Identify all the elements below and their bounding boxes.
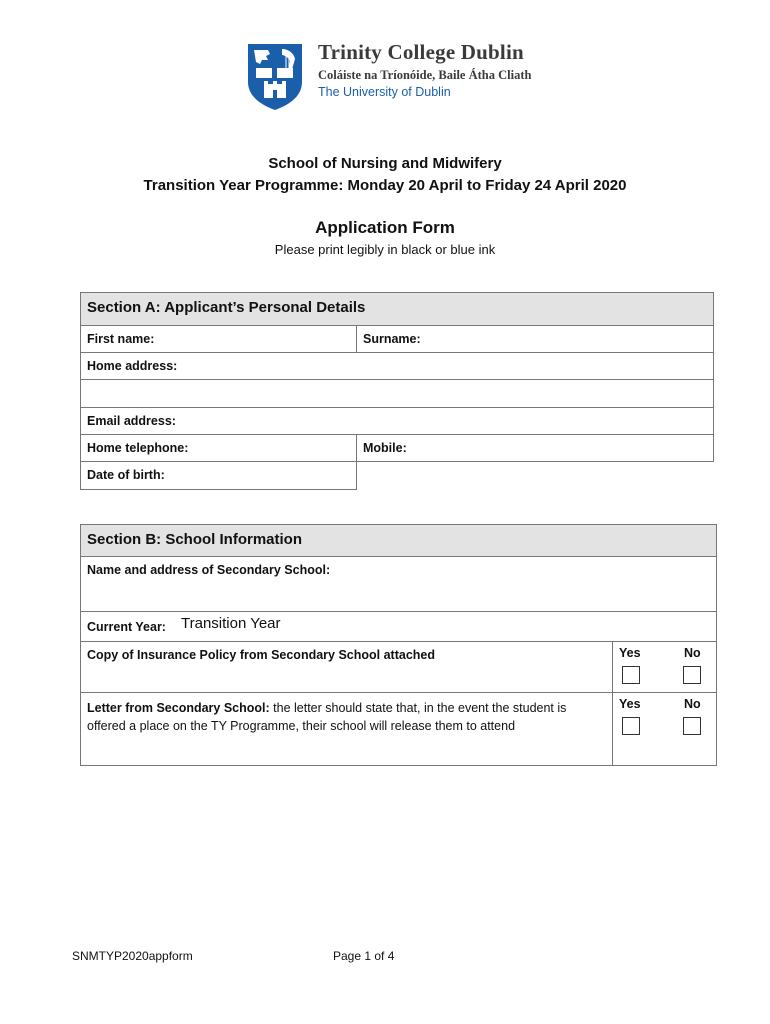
letter-label-rest: the letter should state that, in the event the student is offered a place on the TY Programme, their school will release them to attend bbox=[87, 701, 567, 733]
programme-heading: Transition Year Programme: Monday 20 April to Friday 24 April 2020 bbox=[143, 177, 627, 194]
form-title: Application Form bbox=[315, 218, 455, 237]
logo-name: Trinity College Dublin bbox=[318, 40, 524, 64]
school-name-address-label: Name and address of Secondary School: bbox=[87, 563, 331, 577]
mobile-field[interactable] bbox=[356, 434, 714, 462]
current-year-label: Current Year: bbox=[87, 620, 166, 634]
tcd-crest-logo bbox=[246, 42, 304, 112]
letter-label-bold: Letter from Secondary School: bbox=[87, 701, 270, 715]
first-name-field[interactable] bbox=[80, 325, 357, 353]
logo-tagline: The University of Dublin bbox=[318, 85, 451, 99]
first-name-label: First name: bbox=[87, 332, 155, 346]
school-heading: School of Nursing and Midwifery bbox=[268, 155, 502, 172]
date-of-birth-field[interactable] bbox=[80, 461, 357, 490]
letter-no-checkbox[interactable] bbox=[683, 717, 701, 735]
section-b-title: Section B: School Information bbox=[87, 531, 303, 548]
insurance-row bbox=[80, 641, 613, 693]
home-telephone-field[interactable] bbox=[80, 434, 357, 462]
footer-doc-code: SNMTYP2020appform bbox=[72, 949, 193, 963]
letter-row bbox=[80, 692, 613, 766]
insurance-no-checkbox[interactable] bbox=[683, 666, 701, 684]
insurance-yes-no bbox=[612, 641, 717, 693]
email-field[interactable] bbox=[80, 407, 714, 435]
letter-no-label: No bbox=[684, 697, 701, 711]
home-address-line2-field[interactable] bbox=[80, 379, 714, 408]
email-label: Email address: bbox=[87, 414, 176, 428]
home-telephone-label: Home telephone: bbox=[87, 441, 189, 455]
date-of-birth-label: Date of birth: bbox=[87, 468, 165, 482]
school-name-address-field[interactable] bbox=[80, 556, 717, 612]
home-address-label: Home address: bbox=[87, 359, 178, 373]
insurance-no-label: No bbox=[684, 646, 701, 660]
section-a-title: Section A: Applicant’s Personal Details bbox=[87, 299, 366, 316]
logo-irish-name: Coláiste na Tríonóide, Baile Átha Cliath bbox=[318, 68, 532, 82]
home-address-field[interactable] bbox=[80, 352, 714, 380]
section-b-header bbox=[80, 524, 717, 557]
surname-label: Surname: bbox=[363, 332, 421, 346]
tcd-wordmark bbox=[318, 40, 531, 99]
section-a-header bbox=[80, 292, 714, 326]
insurance-yes-label: Yes bbox=[619, 646, 641, 660]
surname-field[interactable] bbox=[356, 325, 714, 353]
letter-yes-label: Yes bbox=[619, 697, 641, 711]
letter-yes-checkbox[interactable] bbox=[622, 717, 640, 735]
letter-yes-no bbox=[612, 692, 717, 766]
current-year-value: Transition Year bbox=[181, 615, 281, 632]
insurance-label: Copy of Insurance Policy from Secondary School attached bbox=[87, 648, 435, 662]
footer-page-number: Page 1 of 4 bbox=[333, 949, 395, 963]
current-year-field[interactable] bbox=[80, 611, 717, 642]
letter-description bbox=[87, 699, 602, 735]
mobile-label: Mobile: bbox=[363, 441, 407, 455]
insurance-yes-checkbox[interactable] bbox=[622, 666, 640, 684]
form-instruction: Please print legibly in black or blue ink bbox=[274, 242, 496, 257]
